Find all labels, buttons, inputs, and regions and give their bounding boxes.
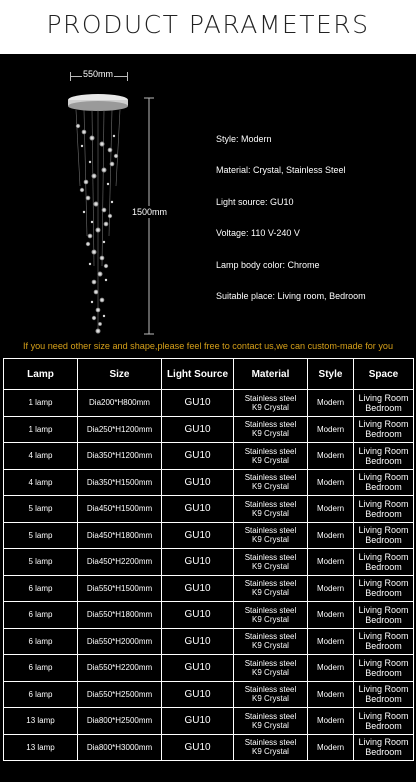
cell-style: Modern — [308, 390, 354, 417]
space-line-2: Bedroom — [365, 747, 402, 758]
spec-material: Material: Crystal, Stainless Steel — [216, 165, 346, 176]
cell-lamp: 5 lamp — [4, 522, 78, 549]
cell-size: Dia350*H1200mm — [78, 443, 162, 470]
material-line-2: K9 Crystal — [252, 694, 289, 704]
table-row — [4, 708, 414, 735]
cell-size: Dia450*H1800mm — [78, 522, 162, 549]
material-line-1: Stainless steel — [244, 685, 297, 695]
product-illustration — [54, 66, 194, 338]
material-line-1: Stainless steel — [244, 526, 297, 536]
cell-lamp: 6 lamp — [4, 655, 78, 682]
material-line-2: K9 Crystal — [252, 747, 289, 757]
cell-light-source: GU10 — [162, 681, 234, 708]
material-line-2: K9 Crystal — [252, 508, 289, 518]
material-line-1: Stainless steel — [244, 393, 297, 403]
cell-material — [234, 469, 308, 496]
cell-style: Modern — [308, 734, 354, 761]
cell-space — [354, 708, 414, 735]
material-line-2: K9 Crystal — [252, 455, 289, 465]
cell-size: Dia450*H2200mm — [78, 549, 162, 576]
table-row — [4, 469, 414, 496]
spec-suitable-place: Suitable place: Living room, Bedroom — [216, 290, 366, 301]
cell-lamp: 6 lamp — [4, 628, 78, 655]
column-header-light-source: Light Source — [162, 359, 234, 390]
cell-size: Dia200*H800mm — [78, 390, 162, 417]
cell-material — [234, 602, 308, 629]
cell-size: Dia550*H2200mm — [78, 655, 162, 682]
cell-size: Dia550*H2000mm — [78, 628, 162, 655]
cell-space — [354, 496, 414, 523]
cell-light-source: GU10 — [162, 655, 234, 682]
spec-style: Style: Modern — [216, 134, 272, 144]
cell-size: Dia800*H3000mm — [78, 734, 162, 761]
table-row — [4, 655, 414, 682]
cell-size: Dia550*H1800mm — [78, 602, 162, 629]
material-line-2: K9 Crystal — [252, 588, 289, 598]
cell-material — [234, 734, 308, 761]
material-line-1: Stainless steel — [244, 605, 297, 615]
material-line-1: Stainless steel — [244, 499, 297, 509]
cell-light-source: GU10 — [162, 708, 234, 735]
space-line-2: Bedroom — [365, 561, 402, 572]
column-header-material: Material — [234, 359, 308, 390]
space-line-1: Living Room — [358, 525, 409, 536]
material-line-2: K9 Crystal — [252, 641, 289, 651]
header-banner — [0, 0, 416, 54]
cell-material — [234, 655, 308, 682]
cell-light-source: GU10 — [162, 734, 234, 761]
cell-style: Modern — [308, 655, 354, 682]
space-line-1: Living Room — [358, 578, 409, 589]
spec-light-source: Light source: GU10 — [216, 196, 294, 207]
material-line-2: K9 Crystal — [252, 429, 289, 439]
table-row — [4, 602, 414, 629]
space-line-2: Bedroom — [365, 667, 402, 678]
cell-space — [354, 416, 414, 443]
cell-material — [234, 575, 308, 602]
cell-space — [354, 549, 414, 576]
cell-light-source: GU10 — [162, 628, 234, 655]
cell-style: Modern — [308, 549, 354, 576]
cell-size: Dia550*H1500mm — [78, 575, 162, 602]
cell-space — [354, 734, 414, 761]
column-header-lamp: Lamp — [4, 359, 78, 390]
material-line-1: Stainless steel — [244, 473, 297, 483]
space-line-1: Living Room — [358, 604, 409, 615]
cell-material — [234, 522, 308, 549]
space-line-1: Living Room — [358, 472, 409, 483]
cell-lamp: 1 lamp — [4, 390, 78, 417]
cell-light-source: GU10 — [162, 575, 234, 602]
cell-light-source: GU10 — [162, 416, 234, 443]
cell-light-source: GU10 — [162, 496, 234, 523]
material-line-2: K9 Crystal — [252, 535, 289, 545]
cell-material — [234, 390, 308, 417]
cell-space — [354, 390, 414, 417]
column-header-style: Style — [308, 359, 354, 390]
cell-size: Dia250*H1200mm — [78, 416, 162, 443]
cell-style: Modern — [308, 522, 354, 549]
material-line-1: Stainless steel — [244, 711, 297, 721]
spec-voltage: Voltage: 110 V-240 V — [216, 228, 300, 239]
cell-lamp: 1 lamp — [4, 416, 78, 443]
material-line-1: Stainless steel — [244, 579, 297, 589]
cell-lamp: 6 lamp — [4, 681, 78, 708]
cell-material — [234, 628, 308, 655]
cell-size: Dia450*H1500mm — [78, 496, 162, 523]
material-line-1: Stainless steel — [244, 658, 297, 668]
space-line-1: Living Room — [358, 498, 409, 509]
space-line-2: Bedroom — [365, 641, 402, 652]
table-row — [4, 628, 414, 655]
cell-space — [354, 655, 414, 682]
space-line-2: Bedroom — [365, 720, 402, 731]
parameter-table — [3, 358, 414, 761]
cell-light-source: GU10 — [162, 443, 234, 470]
cell-style: Modern — [308, 681, 354, 708]
page-title: PRODUCT PARAMETERS — [46, 10, 370, 39]
cell-material — [234, 416, 308, 443]
table-row — [4, 575, 414, 602]
cell-space — [354, 575, 414, 602]
cell-light-source: GU10 — [162, 469, 234, 496]
space-line-2: Bedroom — [365, 482, 402, 493]
space-line-1: Living Room — [358, 710, 409, 721]
space-line-2: Bedroom — [365, 694, 402, 705]
cell-lamp: 4 lamp — [4, 469, 78, 496]
cell-material — [234, 708, 308, 735]
cell-lamp: 5 lamp — [4, 549, 78, 576]
cell-space — [354, 522, 414, 549]
cell-space — [354, 602, 414, 629]
space-line-2: Bedroom — [365, 429, 402, 440]
table-row — [4, 681, 414, 708]
space-line-2: Bedroom — [365, 402, 402, 413]
cell-style: Modern — [308, 443, 354, 470]
cell-style: Modern — [308, 469, 354, 496]
material-line-2: K9 Crystal — [252, 614, 289, 624]
table-row — [4, 416, 414, 443]
custom-order-notice: If you need other size and shape,please feel free to contact us,we can custom-made for you — [22, 341, 394, 351]
cell-lamp: 6 lamp — [4, 575, 78, 602]
material-line-1: Stainless steel — [244, 738, 297, 748]
cell-material — [234, 549, 308, 576]
material-line-2: K9 Crystal — [252, 561, 289, 571]
cell-style: Modern — [308, 575, 354, 602]
space-line-1: Living Room — [358, 631, 409, 642]
table-row — [4, 522, 414, 549]
cell-lamp: 5 lamp — [4, 496, 78, 523]
space-line-2: Bedroom — [365, 508, 402, 519]
cell-style: Modern — [308, 496, 354, 523]
material-line-1: Stainless steel — [244, 632, 297, 642]
space-line-1: Living Room — [358, 657, 409, 668]
cell-style: Modern — [308, 628, 354, 655]
material-line-1: Stainless steel — [244, 420, 297, 430]
space-line-2: Bedroom — [365, 535, 402, 546]
table-row — [4, 549, 414, 576]
cell-material — [234, 496, 308, 523]
table-row — [4, 496, 414, 523]
space-line-1: Living Room — [358, 684, 409, 695]
cell-material — [234, 443, 308, 470]
column-header-size: Size — [78, 359, 162, 390]
cell-space — [354, 628, 414, 655]
cell-style: Modern — [308, 602, 354, 629]
space-line-2: Bedroom — [365, 455, 402, 466]
material-line-2: K9 Crystal — [252, 482, 289, 492]
space-line-2: Bedroom — [365, 588, 402, 599]
cell-lamp: 4 lamp — [4, 443, 78, 470]
cell-size: Dia800*H2500mm — [78, 708, 162, 735]
cell-light-source: GU10 — [162, 602, 234, 629]
table-row — [4, 734, 414, 761]
height-dimension-label: 1500mm — [132, 207, 168, 217]
cell-size: Dia550*H2500mm — [78, 681, 162, 708]
material-line-2: K9 Crystal — [252, 720, 289, 730]
material-line-1: Stainless steel — [244, 552, 297, 562]
material-line-2: K9 Crystal — [252, 402, 289, 412]
column-header-space: Space — [354, 359, 414, 390]
space-line-1: Living Room — [358, 445, 409, 456]
cell-material — [234, 681, 308, 708]
cell-space — [354, 469, 414, 496]
cell-size: Dia350*H1500mm — [78, 469, 162, 496]
width-dimension-label: 550mm — [83, 69, 114, 79]
cell-light-source: GU10 — [162, 522, 234, 549]
cell-light-source: GU10 — [162, 390, 234, 417]
cell-style: Modern — [308, 416, 354, 443]
cell-space — [354, 443, 414, 470]
table-row — [4, 390, 414, 417]
space-line-1: Living Room — [358, 419, 409, 430]
cell-lamp: 13 lamp — [4, 708, 78, 735]
cell-lamp: 13 lamp — [4, 734, 78, 761]
space-line-1: Living Room — [358, 737, 409, 748]
spec-list — [216, 133, 412, 321]
material-line-2: K9 Crystal — [252, 667, 289, 677]
cell-space — [354, 681, 414, 708]
spec-body-color: Lamp body color: Chrome — [216, 259, 320, 270]
cell-style: Modern — [308, 708, 354, 735]
space-line-1: Living Room — [358, 392, 409, 403]
cell-light-source: GU10 — [162, 549, 234, 576]
table-row — [4, 443, 414, 470]
chandelier-image — [54, 66, 194, 338]
cell-lamp: 6 lamp — [4, 602, 78, 629]
space-line-2: Bedroom — [365, 614, 402, 625]
material-line-1: Stainless steel — [244, 446, 297, 456]
space-line-1: Living Room — [358, 551, 409, 562]
table-header-row — [4, 359, 414, 390]
